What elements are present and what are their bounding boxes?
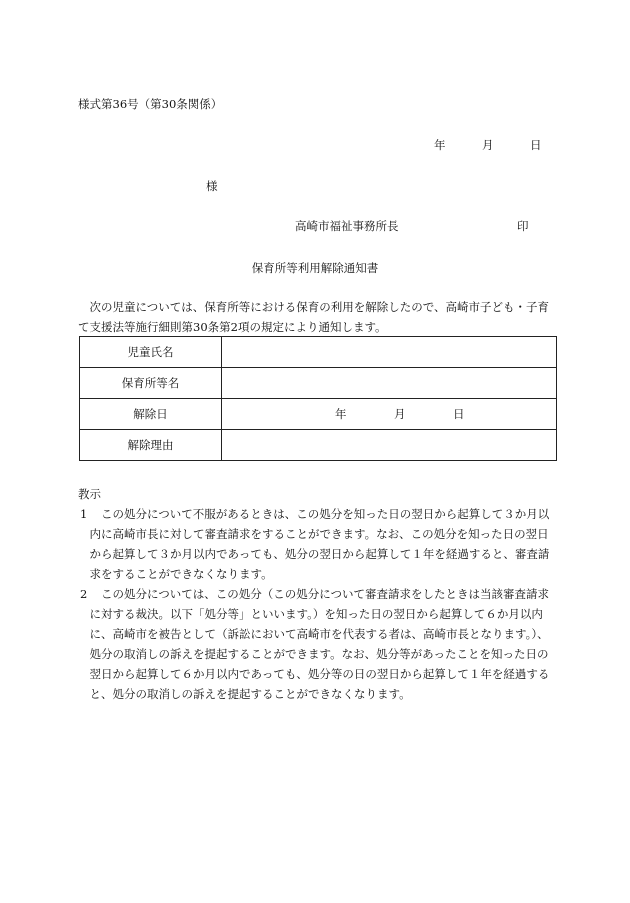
notice-body xyxy=(78,297,558,337)
date-day-label: 日 xyxy=(530,138,542,152)
cancel-date-month: 月 xyxy=(394,407,406,421)
date-month-label: 月 xyxy=(482,138,494,152)
facility-name-value[interactable] xyxy=(222,368,557,399)
instruction-heading: 教示 xyxy=(78,487,101,501)
form-number: 様式第36号（第30条関係） xyxy=(78,97,223,111)
cancel-date-year: 年 xyxy=(335,407,347,421)
cancel-date-day: 日 xyxy=(453,407,465,421)
cancel-reason-label: 解除理由 xyxy=(80,430,222,461)
instruction-item-text: この処分について不服があるときは、この処分を知った日の翌日から起算して３か月以内に高崎市長に対して審査請求をすることができます。なお、この処分を知った日の翌日から起算して３か月以内であっても、処分の翌日から起算して１年を経過すると、審査請求をすることができなくなります。 xyxy=(89,507,550,581)
facility-name-label: 保育所等名 xyxy=(80,368,222,399)
cancel-reason-value[interactable] xyxy=(222,430,557,461)
child-name-value[interactable] xyxy=(222,337,557,368)
table-row xyxy=(80,337,557,368)
instruction-item xyxy=(78,504,558,584)
table-row xyxy=(80,399,557,430)
table-row xyxy=(80,368,557,399)
instruction-item-number: 2 xyxy=(80,587,88,601)
addressee-suffix: 様 xyxy=(206,179,218,193)
child-name-label: 児童氏名 xyxy=(80,337,222,368)
instruction-item-text: この処分については、この処分（この処分について審査請求をしたときは当該審査請求に対する裁決。以下「処分等」といいます。）を知った日の翌日から起算して６か月以内に、高崎市を被告として（訴訟において高崎市を代表する者は、高崎市長となります。）、処分の取消しの訴えを提起することができます。なお、処分等があったことを知った日の翌日から起算して６か月以内であっても、処分等の日の翌日から起算して１年を経過すると、処分の取消しの訴えを提起することができなくなります。 xyxy=(89,587,550,701)
seal-mark: 印 xyxy=(517,219,529,233)
notice-body-text: 次の児童については、保育所等における保育の利用を解除したので、高崎市子ども・子育て支援法等施行細則第30条第2項の規定により通知します。 xyxy=(78,300,550,334)
info-table xyxy=(79,336,557,461)
issuer-name: 高崎市福祉事務所長 xyxy=(295,219,399,233)
cancel-date-value[interactable] xyxy=(222,399,557,430)
document-title: 保育所等利用解除通知書 xyxy=(251,261,379,275)
date-year-label: 年 xyxy=(434,138,446,152)
table-row xyxy=(80,430,557,461)
cancel-date-label: 解除日 xyxy=(80,399,222,430)
instruction-item xyxy=(78,584,558,704)
instruction-item-number: 1 xyxy=(80,507,88,521)
